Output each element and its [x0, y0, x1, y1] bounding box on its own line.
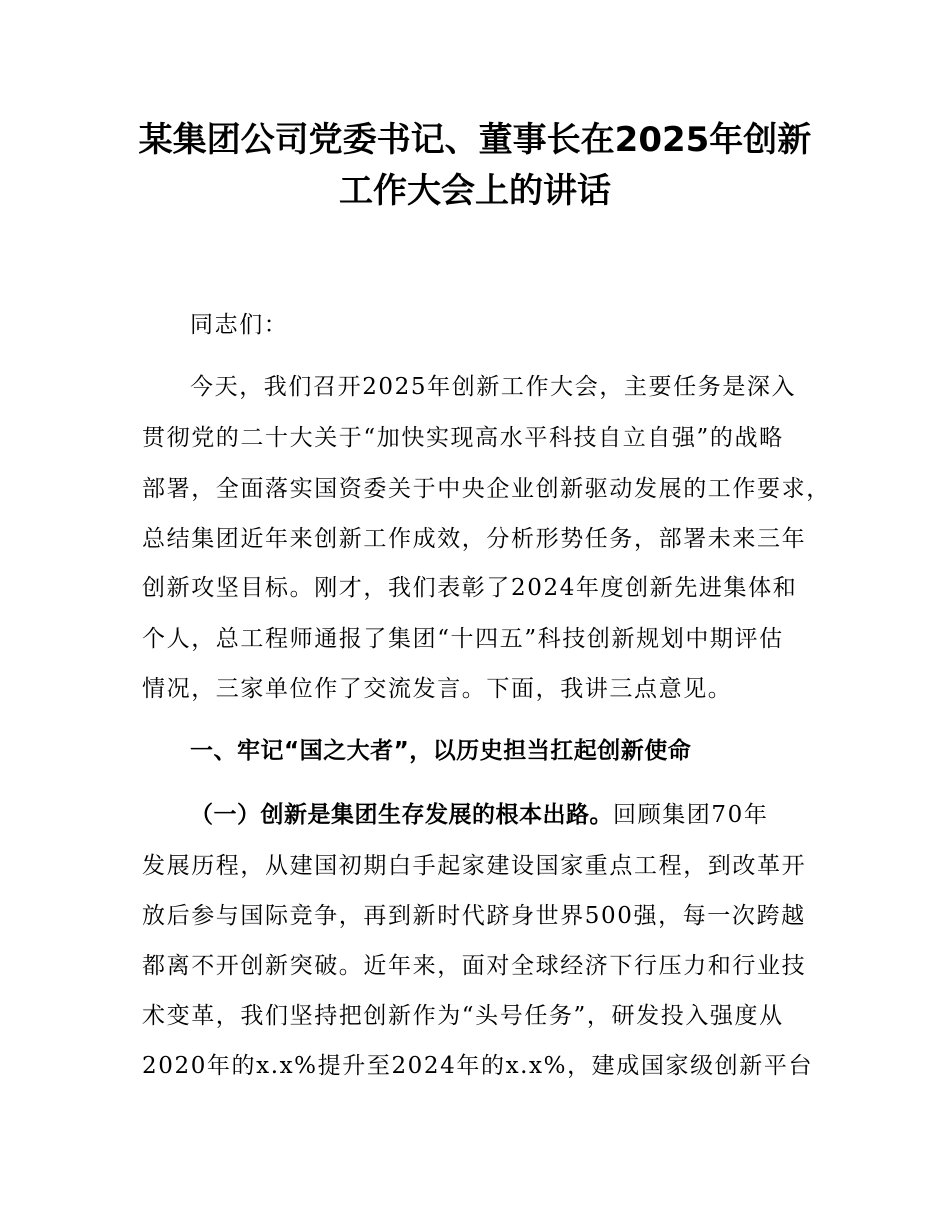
subsection-line: 术变革，我们坚持把创新作为“头号任务”，研发投入强度从	[142, 1003, 784, 1029]
subsection-line: 放后参与国际竞争，再到新时代跻身世界500强，每一次跨越	[142, 903, 806, 929]
subsection-first-line	[190, 797, 768, 833]
intro-line: 总结集团近年来创新工作成效，分析形势任务，部署未来三年	[142, 526, 807, 552]
document-title-line-2: 工作大会上的讲话	[339, 171, 611, 211]
subsection-line: 发展历程，从建国初期白手起家建设国家重点工程，到改革开	[142, 853, 807, 879]
intro-line: 个人，总工程师通报了集团“十四五”科技创新规划中期评估	[142, 626, 784, 652]
intro-line: 今天，我们召开2025年创新工作大会，主要任务是深入	[190, 374, 797, 400]
document-title-line-1: 某集团公司党委书记、董事长在2025年创新	[138, 120, 812, 160]
subsection-line: 都离不开创新突破。近年来，面对全球经济下行压力和行业技	[142, 953, 807, 979]
subsection-line: 2020年的x.x%提升至2024年的x.x%，建成国家级创新平台	[142, 1053, 814, 1079]
intro-line: 情况，三家单位作了交流发言。下面，我讲三点意见。	[142, 676, 733, 702]
subsection-line: 回顾集团70年	[613, 802, 769, 828]
intro-line: 贯彻党的二十大关于“加快实现高水平科技自立自强”的战略	[142, 425, 784, 451]
intro-line: 创新攻坚目标。刚才，我们表彰了2024年度创新先进集体和	[142, 575, 798, 601]
salutation: 同志们：	[190, 312, 289, 338]
intro-line: 部署，全面落实国资委关于中央企业创新驱动发展的工作要求，	[142, 476, 831, 502]
section-heading: 一、牢记“国之大者”，以历史担当扛起创新使命	[190, 738, 692, 764]
subsection-heading: （一）创新是集团生存发展的根本出路。	[190, 802, 613, 828]
